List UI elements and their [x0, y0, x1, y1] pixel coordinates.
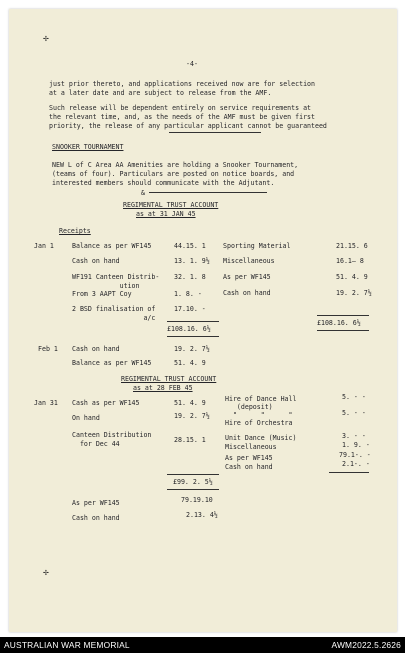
- document-page: [9, 9, 397, 632]
- entry-desc: Hire of Orchestra: [225, 419, 293, 427]
- total-rule: [317, 330, 369, 331]
- entry-desc: (deposit): [225, 403, 273, 411]
- entry-desc: Cash on hand: [225, 463, 273, 471]
- entry-amount: 28.15. 1: [174, 436, 206, 444]
- entry-amount: 44.15. 1: [174, 242, 206, 250]
- entry-amount: 21.15. 6: [336, 242, 368, 250]
- entry-desc: Hire of Dance Hall: [225, 395, 297, 403]
- entry-desc: Cash on hand: [223, 289, 271, 297]
- entry-desc: From 3 AAPT Coy: [72, 290, 132, 298]
- entry-desc: Canteen Distribution: [72, 431, 152, 439]
- entry-amount: 51. 4. 9: [174, 399, 206, 407]
- account-total: £99. 2. 5½: [173, 478, 213, 486]
- entry-desc: As per WF145: [225, 454, 273, 462]
- account-title: REGIMENTAL TRUST ACCOUNT: [123, 201, 219, 209]
- intro-line: at a later date and are subject to release from the AMF.: [49, 89, 272, 97]
- footer-reference: AWM2022.5.2626: [331, 640, 401, 650]
- total-rule: [167, 489, 219, 490]
- entry-amount: 1. 9. -: [342, 441, 370, 449]
- intro-line: Such release will be dependent entirely on service requirements at: [49, 104, 312, 112]
- entry-date: Jan 31: [34, 399, 58, 407]
- entry-amount: 2.1-. -: [342, 460, 370, 468]
- entry-amount: 32. 1. 8: [174, 273, 206, 281]
- entry-desc: " " ": [225, 411, 293, 419]
- entry-desc: 2 BSD finalisation of: [72, 305, 156, 313]
- account-subtitle: as at 31 JAN 45: [136, 210, 196, 218]
- intro-line: priority, the release of any particular applicant cannot be guaranteed: [49, 122, 327, 130]
- entry-amount: 79.19.10: [181, 496, 213, 504]
- punch-mark: ✢: [43, 35, 49, 43]
- total-rule: [329, 472, 369, 473]
- footer-credit: AUSTRALIAN WAR MEMORIAL: [4, 640, 130, 650]
- entry-amount: 2.13. 4½: [186, 511, 218, 519]
- entry-desc: for Dec 44: [72, 440, 120, 448]
- total-rule: [167, 474, 219, 475]
- entry-amount: 16.1― 8: [336, 257, 364, 265]
- snooker-line: NEW L of C Area AA Amenities are holding a Snooker Tournament,: [52, 161, 299, 169]
- entry-desc: Cash on hand: [72, 257, 120, 265]
- intro-line: the relevant time, and, as the needs of the AMF must be given first: [49, 113, 315, 121]
- snooker-line: interested members should communicate with the Adjutant.: [52, 179, 275, 187]
- entry-amount: 19. 2. 7½: [174, 345, 210, 353]
- entry-desc: Miscellaneous: [223, 257, 275, 265]
- entry-desc: WF191 Canteen Distrib-: [72, 273, 160, 281]
- entry-date: Feb 1: [38, 345, 58, 353]
- entry-desc: a/c: [72, 314, 156, 322]
- entry-desc: ution: [72, 282, 140, 290]
- separator-rule: [169, 132, 261, 133]
- page-number: -4-: [186, 60, 198, 68]
- separator-rule: [149, 192, 267, 193]
- account-total: £108.16. 6½: [167, 325, 211, 333]
- entry-amount: 1. 8. -: [174, 290, 202, 298]
- entry-amount: 19. 2. 7½: [336, 289, 372, 297]
- entry-desc: Cash as per WF145: [72, 399, 140, 407]
- entry-desc: On hand: [72, 414, 100, 422]
- entry-desc: Cash on hand: [72, 345, 120, 353]
- entry-amount: 17.10. -: [174, 305, 206, 313]
- total-rule: [317, 315, 369, 316]
- punch-mark: ✢: [43, 569, 49, 577]
- footer-bar: [0, 637, 405, 653]
- entry-amount: 19. 2. 7½: [174, 412, 210, 420]
- total-rule: [167, 321, 219, 322]
- entry-amount: 79.1-. -: [339, 451, 371, 459]
- entry-desc: Balance as per WF145: [72, 359, 152, 367]
- entry-desc: Miscellaneous: [225, 443, 277, 451]
- entry-amount: 13. 1. 9½: [174, 257, 210, 265]
- total-rule: [167, 336, 219, 337]
- receipts-label: Receipts: [59, 227, 91, 235]
- entry-desc: Unit Dance (Music): [225, 434, 297, 442]
- entry-amount: 51. 4. 9: [336, 273, 368, 281]
- account-total: £108.16. 6½: [317, 319, 361, 327]
- entry-desc: As per WF145: [223, 273, 271, 281]
- account-subtitle: as at 28 FEB 45: [133, 384, 193, 392]
- entry-desc: Balance as per WF145: [72, 242, 152, 250]
- entry-amount: 51. 4. 9: [174, 359, 206, 367]
- account-title: REGIMENTAL TRUST ACCOUNT: [121, 375, 217, 383]
- entry-date: Jan 1: [34, 242, 54, 250]
- snooker-line: (teams of four). Particulars are posted on notice boards, and: [52, 170, 295, 178]
- entry-desc: As per WF145: [72, 499, 120, 507]
- entry-amount: 5. - -: [342, 393, 366, 401]
- entry-desc: Cash on hand: [72, 514, 120, 522]
- separator-symbol: &: [141, 189, 145, 197]
- entry-desc: Sporting Material: [223, 242, 291, 250]
- entry-amount: 5. - -: [342, 409, 366, 417]
- intro-line: just prior thereto, and applications received now are for selection: [49, 80, 315, 88]
- snooker-heading: SNOOKER TOURNAMENT: [52, 143, 124, 151]
- entry-amount: 3. - -: [342, 432, 366, 440]
